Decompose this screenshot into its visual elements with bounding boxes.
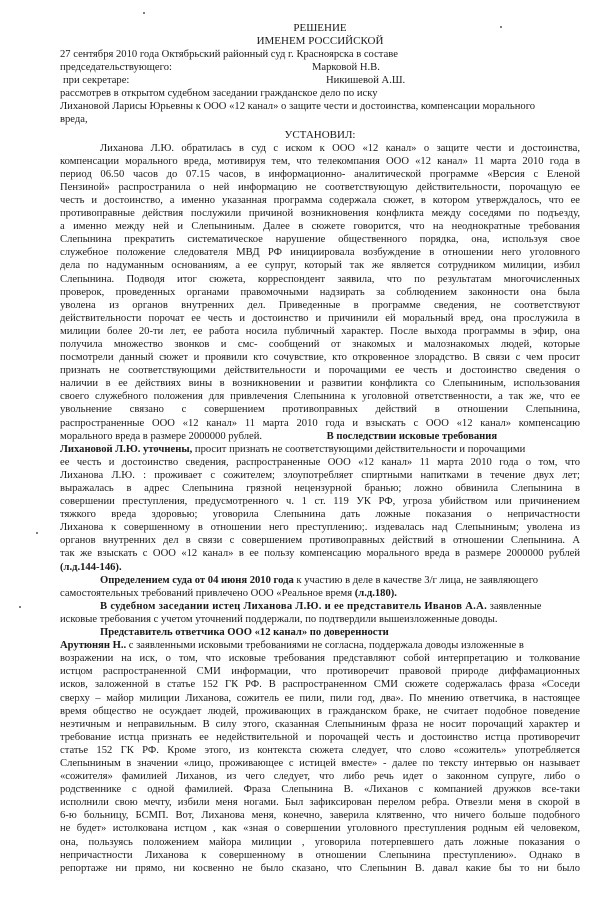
representative-first-line	[60, 639, 580, 652]
presiding-label: председательствующего:	[60, 62, 172, 74]
text-line: неэтичным и неправильным. В силу этого, сказанная Слепыниным фраза не носит порочащий характер и	[60, 718, 580, 730]
text-line: а именно между ней и Слепыниным. Далее в сюжете говорится, что на неоднократные требования	[60, 221, 580, 233]
text-line: Слепынина. Подводя итог сюжета, корреспондент заявила, что по результатам многочисленных	[60, 273, 580, 285]
text-line: 6-ю больницу, БСМП. Вот, Лиханова меня, конечно, заверила клятвенно, что ничего больше подобного	[60, 810, 580, 822]
text-line: она, пользуясь положением майора милиции , уговорила потерпевшего дать ложные показания о	[60, 836, 580, 848]
established-heading: УСТАНОВИЛ:	[284, 128, 356, 141]
case-line-3: вреда,	[60, 114, 88, 126]
moral-amount-text: морального вреда в размере 2000000 рублей.	[60, 430, 263, 442]
hearing-rest: заявленные	[487, 600, 542, 612]
claim-paragraph	[60, 142, 580, 430]
clarified-bold: Лихановой Л.Ю. уточнены,	[60, 443, 193, 455]
text-line: проверок, проведенных органами правомочными надзирать за соблюдением законности она была	[60, 286, 580, 298]
text-line: Слепыниным в значении «лицо, проживающее с истицей вместе» - далее по тексту интервью он называет	[60, 757, 580, 769]
text-line: действительности порочат ее честь и достоинство и причинили ей моральный вред, она прослужила в	[60, 312, 580, 324]
text-line: так же взыскать с ООО «12 канал» в ее пользу компенсацию морального вреда в размере 2000000 рублей	[60, 548, 580, 560]
text-line: Лиханова Л.Ю. : проживает с сожителем; злоупотребляет спиртными напитками в течение двух лет;	[60, 469, 580, 481]
representative-first-rest: с заявленными исковыми требованиями не согласна, поддержала доводы изложенные в	[126, 640, 524, 652]
ruling-bold: Определением суда от 04 июня 2010 года	[100, 574, 294, 586]
text-line: компенсации морального вреда, мотивируя тем, что телекомпания ООО «12 канал» 11 марта 2010 года в	[60, 155, 580, 167]
text-line: совершении преступления, предусмотренного ч. 1 ст. 119 УК РФ, угроза убийством или причинением	[60, 496, 580, 508]
ruling-rest: к участию в деле в качестве 3/г лица, не заявляющего	[293, 574, 539, 586]
text-line: возражении на иск, о том, что исковые требования представляют собой интерпретацию и толкование	[60, 653, 580, 665]
text-line: тяжкого вреда здоровью; уговорила Слепынина дать ложные показания о непричастности	[60, 509, 580, 521]
scan-speck	[36, 532, 38, 534]
representative-name: Арутюнян Н..	[60, 640, 127, 652]
text-line: получила множество звонков и смс- сообщений от знакомых и малознакомых людей, которые	[60, 338, 580, 350]
header-date-court: 27 сентября 2010 года Октябрьский районный суд г. Красноярска в составе	[60, 49, 398, 60]
ruling-line-2	[60, 587, 580, 600]
scan-speck	[19, 606, 21, 608]
clarified-line	[60, 443, 580, 456]
document-title: РЕШЕНИЕ	[293, 22, 347, 34]
defense-paragraph	[60, 652, 580, 875]
ruling-line-2-text: самостоятельных требований привлечено ООО «Реальное время	[60, 587, 353, 599]
text-line: родственнике с одной фамилией. Фраза Слепынина В. «Лиханов с компанией дружков все-таки	[60, 784, 580, 796]
document-subtitle: ИМЕНЕМ РОССИЙСКОЙ	[256, 35, 384, 47]
text-line: органов внутренних дел в связи с совершением противоправных действий в отношении Слепынина. А	[60, 535, 580, 547]
text-line: противоправные действия послужили причиной возникновения конфликта между соседями по подъезду,	[60, 208, 580, 220]
secretary-row	[60, 74, 580, 87]
text-line: увольнение связано с совершением противоправных действий в отношении Слепынина,	[60, 404, 580, 416]
ref-144: (л.д.144-146).	[60, 561, 122, 573]
text-line: исков, заложенной в статье 152 ГК РФ. В распространенном СМИ сюжете содержалась фраза «Соседи	[60, 679, 580, 691]
presiding-name: Марковой Н.В.	[312, 62, 380, 74]
clarified-paragraph	[60, 456, 580, 561]
text-line: время общество не осуждает людей, проживающих в гражданском браке, не считает подобное поведение	[60, 705, 580, 717]
text-line: признать не соответствующими действительности и порочащими ее честь и достоинство сведения о	[60, 365, 580, 377]
text-line: статье 152 ГК РФ. Кроме этого, из контекста сюжета следует, что слово «сожитель» употребляется	[60, 744, 580, 756]
text-line: милиции более 20-ти лет, ее работа носила публичный характер. После выхода программы в эфир, она	[60, 325, 580, 337]
text-line: своего служебного положения для привлечения Слепынина к уголовной ответственности, а так же, что ее	[60, 391, 580, 403]
text-line: Слепынина прекратить систематическое нарушение общественного порядка, она, используя свое	[60, 234, 580, 246]
text-line: исполнили свою мечту, избили меня ногами. Был зафиксирован перелом ребра. Отвезли меня в скорой в	[60, 797, 580, 809]
text-line: Лиханова Л.Ю. обратилась в суд с иском к ООО «12 канал» о защите чести и достоинства,	[100, 142, 580, 154]
text-line: сверху – майор милиции Лиханова, сожитель ее пили, пили год, два». По мнению ответчика, в настоящее	[60, 692, 580, 704]
hearing-bold: В судебном заседании истец Лиханова Л.Ю. и ее представитель Иванов А.А.	[100, 600, 488, 612]
text-line: репортаже ни прямо, ни косвенно не было сказано, что Слепынин В. давал какие бы то ни было	[60, 862, 580, 874]
text-line: посмотрели данный сюжет и проявили кто сочувствие, кто откровенное злорадство. В связи с чем просит	[60, 352, 580, 364]
representative-heading: Представитель ответчика ООО «12 канал» по доверенности	[100, 627, 389, 639]
court-decision-page	[60, 22, 580, 875]
text-line: период 06.50 часов до 07.15 часов, в информационно- аналитической программе «Версия с Еленой	[60, 168, 580, 180]
text-line: не будет» истолкована истцом , как «зная о совершении уголовного преступления родным ей человеком,	[60, 823, 580, 835]
hearing-line-2: исковые требования с учетом уточнений поддержали, по подтвердили вышеизложенные доводы.	[60, 613, 498, 625]
text-line: наличии в ее действиях вины в возникновении и развитии конфликта со Слепыниным, использования	[60, 378, 580, 390]
hearing-line	[60, 600, 580, 613]
moral-line	[60, 430, 580, 443]
text-line: выражалась в адрес Слепынина грязной нецензурной бранью; ложно обвинила Слепынина в	[60, 483, 580, 494]
scan-speck	[143, 12, 145, 14]
case-line-2: Лихановой Ларисы Юрьевны к ООО «12 канал» о защите чести и достоинства, компенсации морального	[60, 101, 536, 113]
presiding-row	[60, 61, 580, 74]
ruling-line	[60, 574, 580, 587]
text-line: Пензиной» распространила о ней информацию не соответствующую действительности, порочащую ее	[60, 181, 580, 193]
secretary-label: при секретаре:	[63, 75, 130, 87]
text-line: «сожителя» фамилией Лиханов, из чего следует, что либо речь идет о законном супруге, либо о	[60, 771, 580, 783]
clarified-rest: просит признать не соответствующими действительности и порочащими	[192, 443, 526, 455]
text-line: честь и достоинство, а именно указанная программа содержала сюжет, в котором утверждалось, что ее	[60, 194, 580, 206]
secretary-name: Никишевой А.Ш.	[326, 75, 406, 87]
text-line: непричастности Лиханова к совершенному в отношении Слепынина преступлению». Однако в	[60, 849, 580, 861]
text-line: уволена из органов внутренних дел. Приведенные в программе сведения, не соответствуют	[60, 299, 580, 311]
text-line: истцом распространенной СМИ информации, что противоречит правовой природе диффамационных	[60, 666, 580, 678]
text-line: дела по надуманным основаниям, а ее супруг, который так же является сотрудником милиции, избил	[60, 260, 580, 272]
text-line: Лиханова к совершенному в отношении него преступлению;. издевалась над Слепыниным; уволена из	[60, 522, 580, 534]
ruling-ref: (л.д.180).	[352, 587, 397, 599]
text-line: ее честь и достоинство сведения, распространенные ООО «12 канал» 11 марта 2010 года о том, что	[60, 456, 580, 468]
case-line-1: рассмотрев в открытом судебном заседании гражданское дело по иску	[60, 88, 378, 100]
text-line: служебное положение следователя МВД РФ инициировала возбуждение в отношении него уголовного	[60, 247, 580, 259]
text-line: требование истца признать ее недействительной и порочащей честь и достоинство истца противоречит	[60, 731, 580, 743]
subsequent-claims-heading: В последствии исковые требования	[326, 430, 498, 442]
text-line: распространенные ООО «12 канал» 11 марта 2010 года и взыскать с ООО «12 канал» компенсацию	[60, 417, 580, 429]
